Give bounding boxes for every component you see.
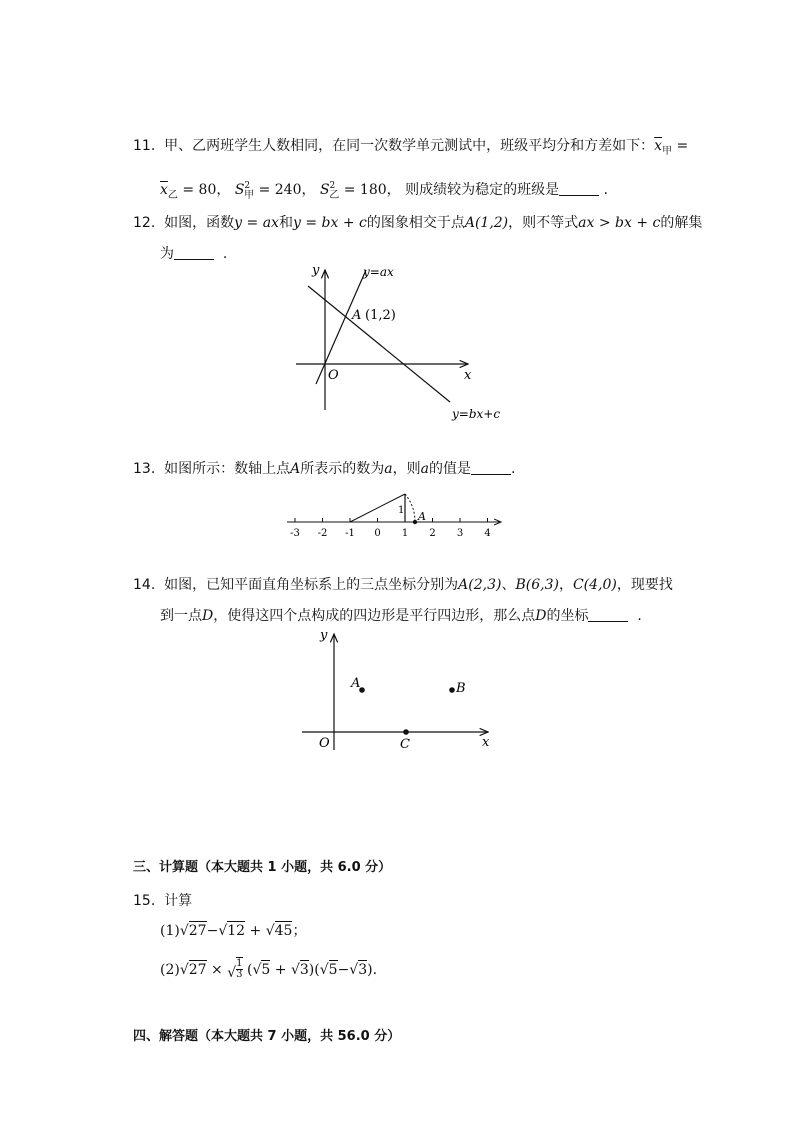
q13-tick-label: -1 bbox=[345, 528, 355, 539]
q13-tick-label: -3 bbox=[290, 528, 300, 539]
q15-title: 计算 bbox=[164, 893, 193, 909]
q15-sqrt-frac: √ $\frac{1}{3}$ bbox=[227, 958, 243, 981]
section-3-title: 三、计算题（本大题共 1 小题，共 6.0 分） bbox=[133, 860, 392, 875]
q15-sqrt27: √27 bbox=[179, 923, 207, 939]
q12-end: . bbox=[222, 246, 228, 262]
q13-tick-label: 0 bbox=[374, 528, 381, 539]
q11-s-yi-value: = 180， bbox=[343, 182, 401, 198]
q12-x-label: x bbox=[464, 368, 472, 383]
q15-sqrt45: √45 bbox=[265, 923, 293, 939]
q13-ticks bbox=[290, 518, 491, 539]
q14-figure bbox=[298, 624, 498, 754]
q15-rp2: ) bbox=[367, 962, 373, 978]
q14-b-label: B bbox=[456, 681, 466, 696]
q15-minus-2: − bbox=[337, 962, 350, 978]
q15-sqrt12: √12 bbox=[218, 923, 246, 939]
q13-a: a bbox=[384, 461, 393, 477]
q14-B: B(6,3) bbox=[515, 577, 559, 593]
q14-comma: ， bbox=[558, 577, 573, 593]
q14-origin-label: O bbox=[319, 736, 330, 751]
q13-tick-label: -2 bbox=[317, 528, 328, 539]
q12-point: A(1,2) bbox=[464, 215, 509, 231]
q14-D-2: D bbox=[535, 608, 547, 624]
q15-rp1: ) bbox=[308, 962, 315, 978]
q14-a-label: A bbox=[351, 676, 361, 691]
q14-y-label: y bbox=[320, 628, 328, 643]
q14-sep: 、 bbox=[501, 577, 516, 593]
q15-minus: − bbox=[206, 923, 219, 939]
q12-line2-text: 为 bbox=[160, 246, 174, 262]
q15-semicolon: ； bbox=[292, 923, 307, 939]
q12-line1 bbox=[133, 213, 702, 233]
q13-text1: 如图所示：数轴上点 bbox=[164, 461, 291, 477]
q15-lp2: ( bbox=[314, 962, 320, 978]
q14-line2a: 到一点 bbox=[160, 608, 202, 624]
q15-sqrt5-b: √5 bbox=[319, 962, 338, 978]
q13-number-line bbox=[283, 484, 509, 540]
q15-plus-2: + bbox=[274, 962, 287, 978]
q12-f2: y = bx + c bbox=[292, 215, 367, 231]
q11-s-jia-value: = 240， bbox=[258, 182, 316, 198]
q14-C: C(4,0) bbox=[572, 577, 617, 593]
q13-text4: 的值是 bbox=[429, 461, 472, 477]
q15-lp1: ( bbox=[246, 962, 253, 978]
q14-line1 bbox=[133, 575, 673, 595]
q13-a-2: a bbox=[420, 461, 430, 477]
q12-number: 12. bbox=[133, 215, 156, 231]
q13-tick-label: 4 bbox=[484, 528, 491, 539]
q11-s-yi: $S^2_乙$ bbox=[319, 181, 340, 201]
q12-inequality: ax > bx + c bbox=[578, 215, 661, 231]
q15-plus: + bbox=[249, 923, 262, 939]
q11-line1 bbox=[133, 136, 688, 162]
q15-part1 bbox=[160, 921, 306, 941]
q12-y-label: y bbox=[312, 263, 320, 278]
q14-text2: ，现要找 bbox=[616, 577, 673, 593]
q12-line2 bbox=[160, 244, 227, 264]
q14-D: D bbox=[202, 608, 214, 624]
q14-point-c bbox=[403, 729, 409, 735]
q14-answer-blank[interactable] bbox=[588, 607, 628, 622]
q11-tail: 则成绩较为稳定的班级是 bbox=[405, 182, 560, 198]
q13-one-label: 1 bbox=[398, 505, 405, 516]
q13-number: 13. bbox=[133, 461, 156, 477]
q14-point-b bbox=[449, 687, 455, 693]
q12-line-bxc-label: y=bx+c bbox=[452, 407, 501, 421]
q15-sqrt27-b: √27 bbox=[179, 962, 207, 978]
q12-origin-label: O bbox=[328, 368, 339, 383]
q12-line-bxc bbox=[308, 286, 450, 402]
q12-figure bbox=[290, 262, 510, 422]
q12-answer-blank[interactable] bbox=[174, 245, 214, 260]
q15-period: . bbox=[372, 962, 378, 978]
q13-answer-blank[interactable] bbox=[471, 460, 511, 475]
q12-text3: ，则不等式 bbox=[508, 215, 579, 231]
q12-and: 和 bbox=[278, 215, 293, 231]
q14-text1: 如图，已知平面直角坐标系上的三点坐标分别为 bbox=[164, 577, 459, 593]
q13-tick-label: 1 bbox=[401, 528, 409, 539]
q14-number: 14. bbox=[133, 577, 156, 593]
q11-text: 甲、乙两班学生人数相同，在同一次数学单元测试中，班级平均分和方差如下： bbox=[164, 138, 655, 154]
q11-end: . bbox=[603, 182, 608, 198]
q15-sqrt5: √5 bbox=[252, 962, 271, 978]
q11-answer-blank[interactable] bbox=[559, 181, 599, 196]
q13-a-label: A bbox=[418, 510, 426, 523]
q15-line1 bbox=[133, 891, 192, 911]
q12-text4: 的解集 bbox=[660, 215, 703, 231]
q13-arc bbox=[405, 494, 415, 522]
section-4-title: 四、解答题（本大题共 7 小题，共 56.0 分） bbox=[133, 1029, 401, 1044]
q11-s-jia: $S^2_甲$ bbox=[234, 181, 255, 201]
q14-line2 bbox=[160, 606, 642, 626]
q13-point-a bbox=[413, 520, 417, 524]
q14-A: A(2,3) bbox=[458, 577, 502, 593]
q15-part2 bbox=[160, 957, 377, 983]
q12-f1: y = ax bbox=[234, 215, 279, 231]
q12-point-a-label: A bbox=[352, 308, 362, 323]
q13-line1 bbox=[133, 459, 515, 479]
q13-tick-label: 2 bbox=[429, 528, 436, 539]
q13-tick-label: 3 bbox=[456, 528, 464, 539]
q12-line-ax-label: y=ax bbox=[363, 265, 394, 279]
q13-end: . bbox=[511, 461, 516, 477]
q12-text2: 的图象相交于点 bbox=[366, 215, 465, 231]
q15-times: × bbox=[211, 962, 223, 978]
q11-mean-value: = 80， bbox=[182, 182, 231, 198]
q11-xbar-jia: $\overline{x}_甲$ bbox=[654, 138, 673, 157]
q15-number: 15. bbox=[133, 893, 156, 909]
q13-text2: 所表示的数为 bbox=[300, 461, 385, 477]
q11-eq: = bbox=[676, 138, 689, 154]
q14-end: . bbox=[637, 608, 642, 624]
q12-text1: 如图，函数 bbox=[164, 215, 235, 231]
q11-line2 bbox=[160, 176, 608, 206]
q15-sqrt3: √3 bbox=[290, 962, 309, 978]
q15-sqrt3-b: √3 bbox=[349, 962, 368, 978]
q13-hypotenuse bbox=[350, 494, 405, 522]
q14-c-label: C bbox=[400, 737, 410, 752]
q11-xbar-yi: $\overline{x}_乙$ bbox=[160, 182, 178, 201]
q12-point-a-coord: (1,2) bbox=[365, 308, 396, 323]
q15-part2-label: (2) bbox=[160, 962, 180, 978]
q14-x-label: x bbox=[482, 735, 490, 750]
q13-A: A bbox=[290, 461, 301, 477]
q15-part1-label: (1) bbox=[160, 923, 180, 939]
q13-text3: ，则 bbox=[392, 461, 421, 477]
q14-line2b: ，使得这四个点构成的四边形是平行四边形，那么点 bbox=[213, 608, 536, 624]
q14-line2c: 的坐标 bbox=[546, 608, 589, 624]
q11-number: 11. bbox=[133, 138, 156, 154]
